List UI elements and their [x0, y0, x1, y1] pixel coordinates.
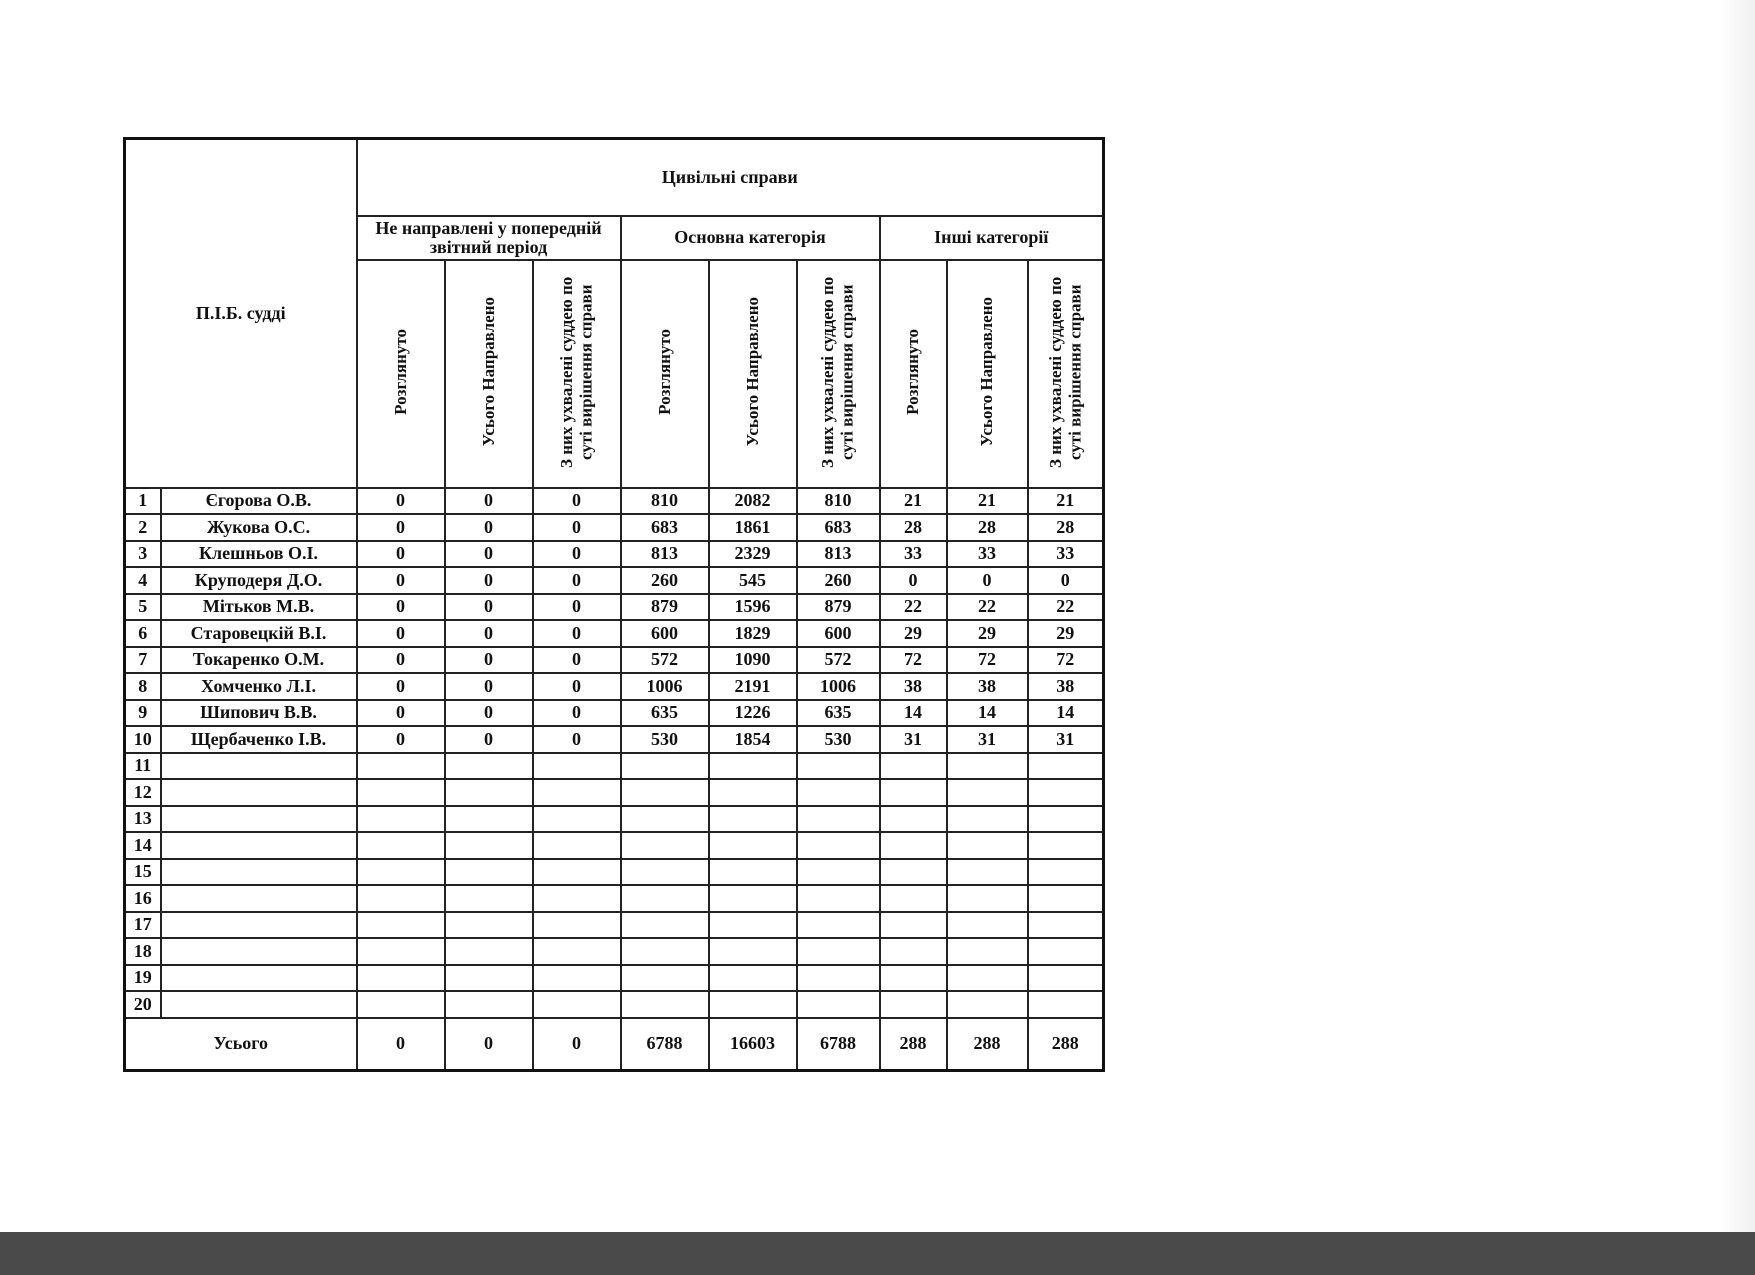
row-number: 14 — [125, 832, 161, 859]
cell-value: 0 — [445, 673, 533, 700]
cell-value: 72 — [880, 647, 947, 674]
cell-value: 0 — [445, 488, 533, 515]
cell-value: 0 — [880, 567, 947, 594]
cell-value — [880, 991, 947, 1018]
cell-value — [445, 753, 533, 780]
total-value: 288 — [1028, 1018, 1104, 1071]
cell-value: 530 — [621, 726, 709, 753]
cell-value — [880, 779, 947, 806]
cell-value — [357, 859, 445, 886]
cell-value — [357, 753, 445, 780]
table-body — [125, 488, 1104, 1018]
cell-value: 0 — [533, 488, 621, 515]
cell-value: 22 — [1028, 594, 1104, 621]
judge-name — [161, 753, 357, 780]
cell-value — [947, 859, 1028, 886]
cell-value — [797, 991, 880, 1018]
table-row — [125, 912, 1104, 939]
cell-value: 0 — [357, 488, 445, 515]
cell-value: 635 — [621, 700, 709, 727]
cell-value: 1090 — [709, 647, 797, 674]
cell-value: 0 — [357, 647, 445, 674]
total-value: 0 — [357, 1018, 445, 1071]
cell-value — [947, 938, 1028, 965]
total-value: 6788 — [621, 1018, 709, 1071]
cell-value: 0 — [1028, 567, 1104, 594]
cell-value: 38 — [880, 673, 947, 700]
row-number: 5 — [125, 594, 161, 621]
cell-value: 545 — [709, 567, 797, 594]
cell-value — [621, 806, 709, 833]
cell-value — [621, 832, 709, 859]
cell-value — [1028, 832, 1104, 859]
cell-value — [621, 885, 709, 912]
cell-value — [1028, 965, 1104, 992]
cell-value — [533, 832, 621, 859]
cell-value: 0 — [533, 541, 621, 568]
cell-value: 21 — [1028, 488, 1104, 515]
cell-value: 0 — [445, 541, 533, 568]
subcol-header — [880, 260, 947, 488]
subcol-header — [621, 260, 709, 488]
total-row — [125, 1018, 1104, 1071]
cell-value: 0 — [357, 620, 445, 647]
cell-value — [947, 832, 1028, 859]
cell-value: 0 — [357, 594, 445, 621]
cell-value — [709, 965, 797, 992]
cell-value — [797, 885, 880, 912]
cell-value — [533, 912, 621, 939]
cell-value: 0 — [533, 514, 621, 541]
subcol-header — [947, 260, 1028, 488]
cell-value — [621, 991, 709, 1018]
cell-value: 38 — [1028, 673, 1104, 700]
cell-value — [1028, 938, 1104, 965]
cell-value — [621, 912, 709, 939]
total-value: 0 — [445, 1018, 533, 1071]
table-row — [125, 567, 1104, 594]
cell-value — [1028, 912, 1104, 939]
cell-value — [621, 938, 709, 965]
table-row — [125, 938, 1104, 965]
cell-value: 33 — [1028, 541, 1104, 568]
cell-value — [445, 991, 533, 1018]
cell-value: 14 — [947, 700, 1028, 727]
page-edge-shade — [1720, 0, 1755, 1232]
cell-value: 2329 — [709, 541, 797, 568]
cell-value: 260 — [621, 567, 709, 594]
cell-value: 28 — [880, 514, 947, 541]
row-number: 20 — [125, 991, 161, 1018]
cell-value: 2191 — [709, 673, 797, 700]
cell-value — [709, 912, 797, 939]
row-number: 9 — [125, 700, 161, 727]
row-number: 16 — [125, 885, 161, 912]
total-value: 16603 — [709, 1018, 797, 1071]
cell-value — [533, 965, 621, 992]
cell-value — [797, 753, 880, 780]
row-number: 19 — [125, 965, 161, 992]
cell-value: 260 — [797, 567, 880, 594]
cell-value: 0 — [533, 594, 621, 621]
row-number: 4 — [125, 567, 161, 594]
judge-name: Хомченко Л.І. — [161, 673, 357, 700]
cell-value — [797, 965, 880, 992]
cell-value: 1596 — [709, 594, 797, 621]
cell-value: 0 — [357, 567, 445, 594]
cell-value — [880, 859, 947, 886]
subcol-label: Усього Направлено — [742, 296, 762, 447]
cell-value — [947, 806, 1028, 833]
cell-value: 879 — [797, 594, 880, 621]
cell-value: 0 — [445, 594, 533, 621]
judge-name: Щербаченко І.В. — [161, 726, 357, 753]
table-row — [125, 620, 1104, 647]
group-header-other-categories: Інші категорії — [880, 216, 1104, 260]
cell-value — [621, 779, 709, 806]
cell-value: 14 — [880, 700, 947, 727]
table-row — [125, 726, 1104, 753]
cell-value — [947, 779, 1028, 806]
cell-value: 29 — [1028, 620, 1104, 647]
cell-value: 22 — [947, 594, 1028, 621]
cell-value: 0 — [533, 726, 621, 753]
row-number: 15 — [125, 859, 161, 886]
judge-name — [161, 859, 357, 886]
group-header-not-sent: Не направлені у попередній звітний період — [357, 216, 621, 260]
subcol-label: Усього Направлено — [478, 296, 498, 447]
subcol-header — [1028, 260, 1104, 488]
total-value: 6788 — [797, 1018, 880, 1071]
cell-value — [533, 753, 621, 780]
table-row — [125, 806, 1104, 833]
cell-value: 1006 — [621, 673, 709, 700]
judge-name: Круподеря Д.О. — [161, 567, 357, 594]
cell-value: 0 — [533, 620, 621, 647]
cell-value: 21 — [947, 488, 1028, 515]
judge-name-header: П.І.Б. судді — [125, 139, 357, 488]
row-number: 1 — [125, 488, 161, 515]
cell-value — [533, 859, 621, 886]
cell-value — [357, 832, 445, 859]
cell-value: 572 — [621, 647, 709, 674]
table-row — [125, 832, 1104, 859]
cell-value — [533, 885, 621, 912]
cell-value — [880, 965, 947, 992]
cell-value: 1854 — [709, 726, 797, 753]
cell-value — [880, 885, 947, 912]
cell-value — [880, 806, 947, 833]
cell-value: 1829 — [709, 620, 797, 647]
row-number: 10 — [125, 726, 161, 753]
table-row — [125, 647, 1104, 674]
cell-value — [621, 753, 709, 780]
judge-name — [161, 991, 357, 1018]
cell-value — [880, 912, 947, 939]
cell-value — [1028, 859, 1104, 886]
cell-value — [533, 806, 621, 833]
cell-value — [445, 965, 533, 992]
table-row — [125, 779, 1104, 806]
judge-name: Старовецкій В.І. — [161, 620, 357, 647]
cell-value: 572 — [797, 647, 880, 674]
judge-name — [161, 779, 357, 806]
subcol-header — [797, 260, 880, 488]
cell-value — [709, 885, 797, 912]
cell-value: 29 — [880, 620, 947, 647]
cell-value — [709, 859, 797, 886]
cell-value: 810 — [621, 488, 709, 515]
cell-value — [797, 806, 880, 833]
header-row-main — [125, 139, 1104, 216]
table-row — [125, 700, 1104, 727]
subcol-header — [357, 260, 445, 488]
table-row — [125, 991, 1104, 1018]
cell-value: 0 — [533, 673, 621, 700]
cell-value — [880, 938, 947, 965]
cell-value — [1028, 779, 1104, 806]
cell-value: 14 — [1028, 700, 1104, 727]
cell-value: 0 — [357, 541, 445, 568]
cell-value — [357, 991, 445, 1018]
row-number: 3 — [125, 541, 161, 568]
table-row — [125, 594, 1104, 621]
cell-value: 28 — [1028, 514, 1104, 541]
subcol-header — [445, 260, 533, 488]
cell-value — [880, 753, 947, 780]
total-value: 288 — [880, 1018, 947, 1071]
cell-value — [621, 965, 709, 992]
judges-report-table — [123, 137, 1105, 1072]
judge-name: Клешньов О.І. — [161, 541, 357, 568]
cell-value: 810 — [797, 488, 880, 515]
cell-value: 0 — [357, 673, 445, 700]
cell-value — [445, 885, 533, 912]
cell-value: 600 — [797, 620, 880, 647]
judge-name — [161, 885, 357, 912]
cell-value: 0 — [357, 514, 445, 541]
cell-value: 72 — [1028, 647, 1104, 674]
subcol-label: З них ухвалені суддею по суті вирішення справи — [1045, 275, 1085, 468]
judge-name — [161, 938, 357, 965]
cell-value: 0 — [533, 567, 621, 594]
cell-value: 33 — [947, 541, 1028, 568]
cell-value: 29 — [947, 620, 1028, 647]
total-value: 0 — [533, 1018, 621, 1071]
table-row — [125, 885, 1104, 912]
cell-value — [445, 938, 533, 965]
cell-value — [947, 991, 1028, 1018]
cell-value: 879 — [621, 594, 709, 621]
cell-value: 0 — [445, 647, 533, 674]
subcol-header — [533, 260, 621, 488]
cell-value — [533, 991, 621, 1018]
cell-value — [533, 938, 621, 965]
cell-value: 0 — [445, 726, 533, 753]
cell-value: 530 — [797, 726, 880, 753]
judge-name — [161, 806, 357, 833]
cell-value: 2082 — [709, 488, 797, 515]
judge-name: Єгорова О.В. — [161, 488, 357, 515]
cell-value: 0 — [357, 726, 445, 753]
cell-value — [947, 912, 1028, 939]
judge-name: Шипович В.В. — [161, 700, 357, 727]
total-label: Усього — [125, 1018, 357, 1071]
cell-value: 0 — [445, 514, 533, 541]
subcol-label: Усього Направлено — [977, 296, 997, 447]
row-number: 7 — [125, 647, 161, 674]
cell-value — [1028, 991, 1104, 1018]
group-header-main-category: Основна категорія — [621, 216, 880, 260]
judge-name — [161, 965, 357, 992]
table-row — [125, 965, 1104, 992]
row-number: 6 — [125, 620, 161, 647]
table-row — [125, 673, 1104, 700]
cell-value — [947, 753, 1028, 780]
table-row — [125, 488, 1104, 515]
cell-value: 1861 — [709, 514, 797, 541]
cell-value — [797, 912, 880, 939]
cell-value — [445, 912, 533, 939]
cell-value — [1028, 885, 1104, 912]
cell-value: 813 — [621, 541, 709, 568]
cell-value — [709, 938, 797, 965]
judge-name: Мітьков М.В. — [161, 594, 357, 621]
cell-value — [445, 832, 533, 859]
cell-value — [709, 779, 797, 806]
cell-value — [1028, 806, 1104, 833]
civil-cases-header: Цивільні справи — [357, 139, 1104, 216]
judge-name — [161, 912, 357, 939]
subcol-label: Розглянуто — [390, 328, 410, 415]
subcol-label: Розглянуто — [654, 328, 674, 415]
cell-value: 0 — [357, 700, 445, 727]
subcol-label: З них ухвалені суддею по суті вирішення справи — [556, 275, 596, 468]
cell-value: 0 — [445, 567, 533, 594]
cell-value — [797, 779, 880, 806]
cell-value: 0 — [445, 700, 533, 727]
cell-value — [357, 912, 445, 939]
judge-name — [161, 832, 357, 859]
cell-value — [357, 885, 445, 912]
cell-value — [1028, 753, 1104, 780]
judge-name: Жукова О.С. — [161, 514, 357, 541]
cell-value: 1226 — [709, 700, 797, 727]
cell-value — [880, 832, 947, 859]
cell-value: 0 — [445, 620, 533, 647]
cell-value: 635 — [797, 700, 880, 727]
cell-value — [947, 965, 1028, 992]
cell-value: 38 — [947, 673, 1028, 700]
row-number: 8 — [125, 673, 161, 700]
row-number: 17 — [125, 912, 161, 939]
cell-value: 0 — [533, 700, 621, 727]
cell-value — [357, 806, 445, 833]
cell-value — [445, 779, 533, 806]
cell-value — [445, 859, 533, 886]
subcol-label: З них ухвалені суддею по суті вирішення справи — [818, 275, 857, 468]
cell-value — [621, 859, 709, 886]
cell-value: 1006 — [797, 673, 880, 700]
cell-value: 22 — [880, 594, 947, 621]
row-number: 11 — [125, 753, 161, 780]
cell-value: 0 — [533, 647, 621, 674]
row-number: 13 — [125, 806, 161, 833]
cell-value — [709, 991, 797, 1018]
cell-value: 31 — [880, 726, 947, 753]
table-row — [125, 859, 1104, 886]
cell-value — [445, 806, 533, 833]
scanner-bottom-strip — [0, 1232, 1755, 1275]
cell-value: 21 — [880, 488, 947, 515]
cell-value: 31 — [947, 726, 1028, 753]
cell-value: 33 — [880, 541, 947, 568]
judge-name: Токаренко О.М. — [161, 647, 357, 674]
table-row — [125, 541, 1104, 568]
subcol-header — [709, 260, 797, 488]
cell-value: 0 — [947, 567, 1028, 594]
cell-value: 600 — [621, 620, 709, 647]
row-number: 18 — [125, 938, 161, 965]
subcol-label: Розглянуто — [903, 328, 923, 415]
cell-value — [533, 779, 621, 806]
cell-value: 72 — [947, 647, 1028, 674]
table-row — [125, 753, 1104, 780]
cell-value: 28 — [947, 514, 1028, 541]
cell-value — [947, 885, 1028, 912]
cell-value: 813 — [797, 541, 880, 568]
cell-value: 683 — [797, 514, 880, 541]
cell-value — [797, 859, 880, 886]
cell-value: 683 — [621, 514, 709, 541]
row-number: 2 — [125, 514, 161, 541]
cell-value — [797, 832, 880, 859]
total-value: 288 — [947, 1018, 1028, 1071]
cell-value — [357, 938, 445, 965]
cell-value: 31 — [1028, 726, 1104, 753]
cell-value — [709, 753, 797, 780]
cell-value — [797, 938, 880, 965]
cell-value — [357, 779, 445, 806]
table-row — [125, 514, 1104, 541]
row-number: 12 — [125, 779, 161, 806]
cell-value — [357, 965, 445, 992]
cell-value — [709, 806, 797, 833]
cell-value — [709, 832, 797, 859]
